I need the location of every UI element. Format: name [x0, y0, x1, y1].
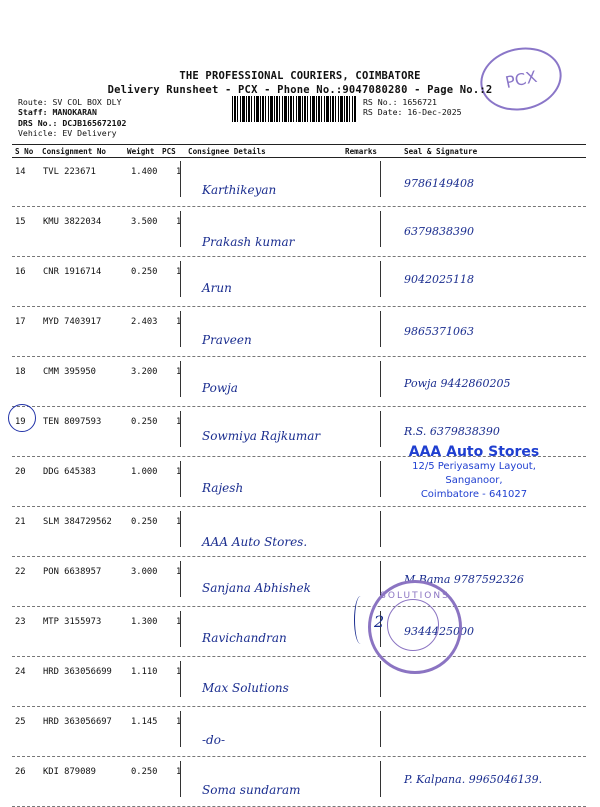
stamp-store-name: AAA Auto Stores	[408, 444, 540, 460]
pieces: 1	[176, 267, 182, 277]
route-info	[18, 97, 126, 139]
signature-handwritten: 6379838390	[404, 225, 474, 238]
serial-number: 22	[15, 567, 26, 577]
consignee-handwritten: -do-	[202, 733, 226, 747]
weight: 2.403	[131, 317, 158, 327]
consignment-number: DDG 645383	[43, 467, 96, 477]
header-top-rule	[12, 144, 586, 145]
cell-divider	[180, 411, 181, 447]
col-sno: S No	[15, 147, 34, 156]
table-row	[12, 307, 586, 357]
weight: 3.000	[131, 567, 158, 577]
serial-number: 20	[15, 467, 26, 477]
consignee-handwritten: Prakash kumar	[202, 235, 295, 249]
cell-divider	[180, 661, 181, 697]
weight: 1.145	[131, 717, 158, 727]
signature-handwritten: R.S. 6379838390	[404, 425, 500, 438]
consignment-number: KDI 879089	[43, 767, 96, 777]
col-weight: Weight	[127, 147, 155, 156]
table-row	[12, 607, 586, 657]
cell-divider	[380, 311, 381, 347]
consignee-handwritten: Karthikeyan	[202, 183, 277, 197]
weight: 1.000	[131, 467, 158, 477]
pieces: 1	[176, 467, 182, 477]
signature-handwritten: 9344425000	[404, 625, 474, 638]
signature-handwritten: 9042025118	[404, 273, 474, 286]
stamp-address-2: Sanganoor,	[445, 475, 503, 486]
cell-divider	[380, 711, 381, 747]
weight: 1.110	[131, 667, 158, 677]
consignee-handwritten: Ravichandran	[202, 631, 287, 645]
signature-handwritten: M.Bama 9787592326	[404, 573, 524, 586]
pieces: 1	[176, 417, 182, 427]
consignee-handwritten: Arun	[202, 281, 232, 295]
signature-handwritten: Powja 9442860205	[404, 377, 511, 390]
stamp-address-3: Coimbatore - 641027	[420, 489, 528, 500]
table-row	[12, 507, 586, 557]
table-row	[12, 707, 586, 757]
serial-number: 14	[15, 167, 26, 177]
barcode	[232, 96, 356, 122]
consignment-number: PON 6638957	[43, 567, 102, 577]
staff: Staff: MANOKARAN	[18, 107, 97, 118]
cell-divider	[380, 211, 381, 247]
cell-divider	[380, 461, 381, 497]
weight: 1.400	[131, 167, 158, 177]
aaa-auto-stores-stamp	[394, 444, 554, 502]
pieces: 1	[176, 217, 182, 227]
serial-number: 19	[15, 417, 26, 427]
runsheet-title: Delivery Runsheet - PCX - Phone No.:9047080280 - Page No.:2	[107, 84, 493, 96]
pieces: 1	[176, 317, 182, 327]
serial-number: 21	[15, 517, 26, 527]
solutions-stamp-text: SOLUTIONS	[380, 591, 450, 601]
consignee-handwritten: Max Solutions	[202, 681, 289, 695]
weight: 0.250	[131, 417, 158, 427]
pieces: 1	[176, 767, 182, 777]
cell-divider	[380, 261, 381, 297]
consignee-handwritten: Praveen	[202, 333, 252, 347]
consignment-number: TVL 223671	[43, 167, 96, 177]
pieces: 1	[176, 167, 182, 177]
item-count-note: 2	[374, 612, 385, 631]
col-remarks: Remarks	[345, 147, 378, 156]
rs-info	[363, 97, 462, 118]
weight: 0.250	[131, 267, 158, 277]
table-row	[12, 557, 586, 607]
consignment-number: CMM 395950	[43, 367, 96, 377]
weight: 3.200	[131, 367, 158, 377]
weight: 0.250	[131, 767, 158, 777]
stamp-address-1: 12/5 Periyasamy Layout,	[412, 461, 536, 472]
table-row	[12, 257, 586, 307]
consignee-handwritten: Soma sundaram	[202, 783, 301, 797]
pieces: 1	[176, 617, 182, 627]
consignee-handwritten: Rajesh	[202, 481, 244, 495]
consignment-number: CNR 1916714	[43, 267, 102, 277]
weight: 0.250	[131, 517, 158, 527]
serial-number: 16	[15, 267, 26, 277]
cell-divider	[380, 361, 381, 397]
cell-divider	[180, 611, 181, 647]
cell-divider	[180, 261, 181, 297]
consignment-number: MTP 3155973	[43, 617, 102, 627]
row-20-circle-mark	[8, 404, 36, 432]
serial-number: 24	[15, 667, 26, 677]
signature-handwritten: P. Kalpana. 9965046139.	[404, 773, 543, 786]
cell-divider	[180, 211, 181, 247]
cell-divider	[180, 561, 181, 597]
pieces: 1	[176, 517, 182, 527]
col-consignment: Consignment No	[42, 147, 107, 156]
cell-divider	[380, 661, 381, 697]
signature-handwritten: 9865371063	[404, 325, 474, 338]
cell-divider	[380, 411, 381, 447]
cell-divider	[180, 311, 181, 347]
consignment-number: KMU 3822034	[43, 217, 102, 227]
drs-number: DRS No.: DCJB165672102	[18, 117, 127, 128]
route: Route: SV COL BOX DLY	[18, 97, 122, 107]
vehicle: Vehicle: EV Delivery	[18, 128, 117, 139]
consignment-number: TEN 8097593	[43, 417, 102, 427]
consignment-number: HRD 363056697	[43, 717, 112, 727]
cell-divider	[380, 511, 381, 547]
cell-divider	[180, 161, 181, 197]
pieces: 1	[176, 567, 182, 577]
company-title: THE PROFESSIONAL COURIERS, COIMBATORE	[179, 70, 421, 82]
stamp-inner-ring	[387, 599, 439, 651]
table-row	[12, 207, 586, 257]
rs-number: RS No.: 1656721	[363, 97, 437, 107]
col-consignee: Consignee Details	[188, 147, 266, 156]
table-row	[12, 157, 586, 207]
signature-handwritten: 9786149408	[404, 177, 474, 190]
consignment-number: HRD 363056699	[43, 667, 112, 677]
cell-divider	[180, 511, 181, 547]
serial-number: 18	[15, 367, 26, 377]
serial-number: 15	[15, 217, 26, 227]
max-solutions-stamp	[368, 580, 462, 674]
table-row	[12, 357, 586, 407]
pieces: 1	[176, 717, 182, 727]
cell-divider	[380, 761, 381, 797]
cell-divider	[180, 461, 181, 497]
table-row	[12, 657, 586, 707]
serial-number: 26	[15, 767, 26, 777]
weight: 3.500	[131, 217, 158, 227]
weight: 1.300	[131, 617, 158, 627]
cell-divider	[180, 711, 181, 747]
cell-divider	[380, 161, 381, 197]
pcx-stamp-text: PCX	[503, 66, 539, 92]
grouping-bracket	[354, 596, 367, 644]
consignee-handwritten: Powja	[202, 381, 238, 395]
cell-divider	[180, 761, 181, 797]
consignee-handwritten: AAA Auto Stores.	[202, 535, 308, 549]
consignee-handwritten: Sanjana Abhishek	[202, 581, 311, 595]
serial-number: 23	[15, 617, 26, 627]
consignment-number: SLM 384729562	[43, 517, 112, 527]
pieces: 1	[176, 367, 182, 377]
col-pcs: PCS	[162, 147, 176, 156]
serial-number: 25	[15, 717, 26, 727]
cell-divider	[180, 361, 181, 397]
pieces: 1	[176, 667, 182, 677]
consignee-handwritten: Sowmiya Rajkumar	[202, 429, 321, 443]
rs-date: RS Date: 16-Dec-2025	[363, 107, 462, 118]
serial-number: 17	[15, 317, 26, 327]
col-seal: Seal & Signature	[404, 147, 478, 156]
consignment-number: MYD 7403917	[43, 317, 102, 327]
